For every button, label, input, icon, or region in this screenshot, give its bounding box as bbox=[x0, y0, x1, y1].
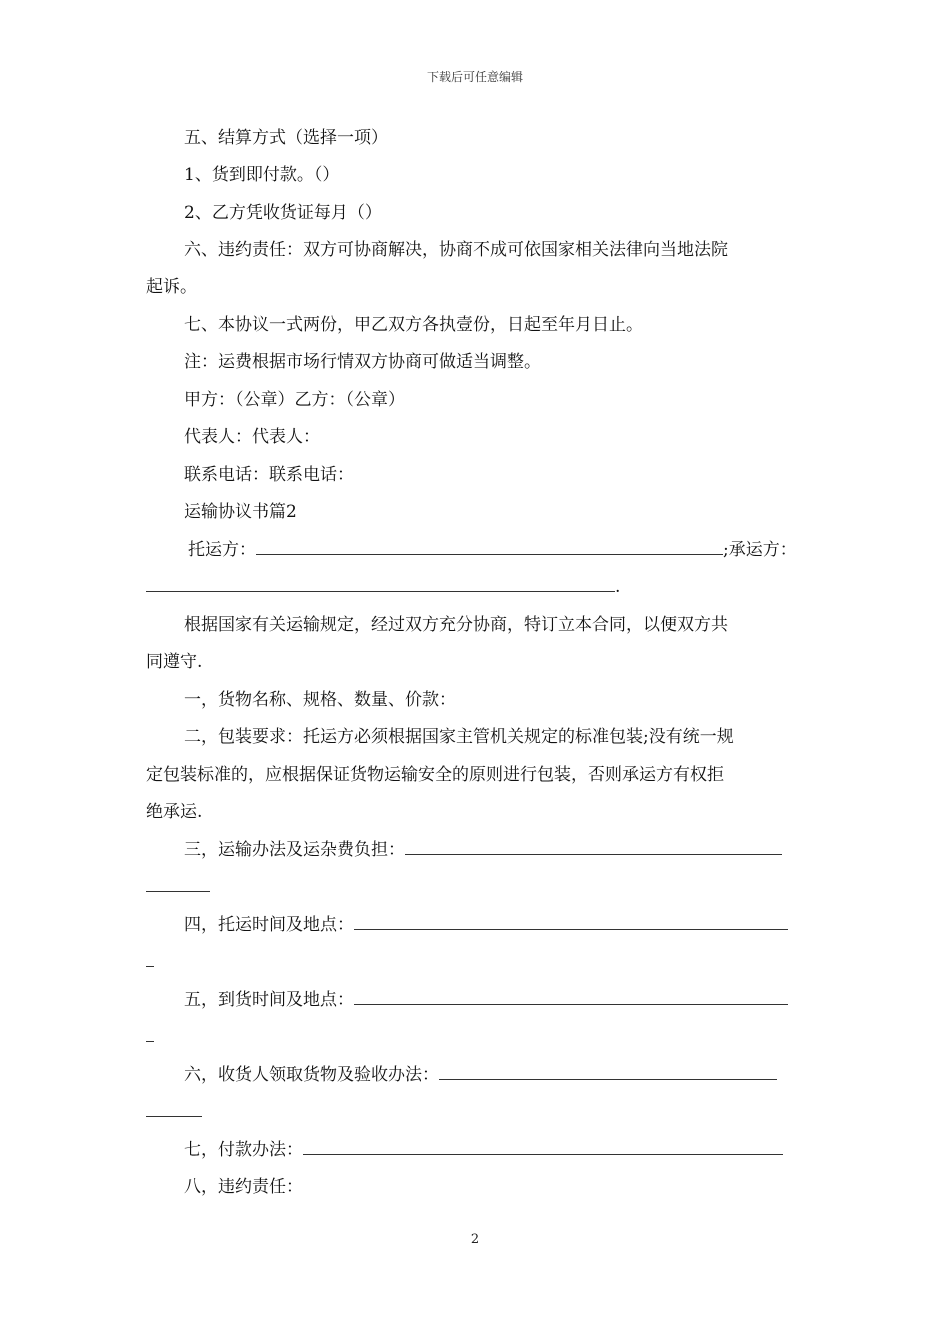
clause-3-blank-2[interactable] bbox=[146, 876, 210, 892]
clause-7-label: 七，付款办法： bbox=[184, 1140, 303, 1160]
page-header: 下载后可任意编辑 bbox=[426, 70, 523, 84]
clause-3-blank[interactable] bbox=[405, 839, 782, 855]
clause-1-goods: 一，货物名称、规格、数量、价款： bbox=[184, 690, 456, 710]
clause-4-shipping-time bbox=[184, 914, 788, 936]
clause-7-payment bbox=[184, 1139, 783, 1161]
clause-5-blank-2[interactable] bbox=[146, 1026, 154, 1042]
clause-8-liability: 八，违约责任： bbox=[184, 1177, 303, 1197]
clause-4-label: 四，托运时间及地点： bbox=[184, 915, 354, 935]
clause-5-arrival-time bbox=[184, 989, 788, 1011]
representatives-line: 代表人：代表人： bbox=[184, 427, 320, 447]
clause-3-blank-continuation bbox=[146, 876, 210, 898]
carrier-blank-line bbox=[146, 576, 620, 598]
section-settlement-heading: 五、结算方式（选择一项） bbox=[184, 128, 388, 148]
clause-4-blank-2[interactable] bbox=[146, 951, 154, 967]
shipper-carrier-line bbox=[188, 539, 797, 561]
liability-clause-line-2: 起诉。 bbox=[146, 277, 197, 297]
clause-6-receipt bbox=[184, 1064, 777, 1086]
clause-5-blank-continuation bbox=[146, 1026, 154, 1048]
carrier-period: . bbox=[615, 577, 621, 597]
phone-line: 联系电话：联系电话： bbox=[184, 465, 354, 485]
clause-7-blank[interactable] bbox=[303, 1139, 783, 1155]
clause-6-label: 六，收货人领取货物及验收办法： bbox=[184, 1065, 439, 1085]
note-line: 注：运费根据市场行情双方协商可做适当调整。 bbox=[184, 352, 541, 372]
clause-6-blank-continuation bbox=[146, 1101, 202, 1123]
clause-2-packaging-line-2: 定包装标准的，应根据保证货物运输安全的原则进行包装，否则承运方有权拒 bbox=[146, 765, 724, 785]
settlement-option-2: 2、乙方凭收货证每月（） bbox=[184, 203, 382, 223]
clause-6-blank[interactable] bbox=[439, 1064, 777, 1080]
page-number: 2 bbox=[470, 1232, 480, 1247]
liability-clause-line-1: 六、违约责任：双方可协商解决，协商不成可依国家相关法律向当地法院 bbox=[184, 240, 728, 260]
clause-5-label: 五，到货时间及地点： bbox=[184, 990, 354, 1010]
clause-2-packaging-line-3: 绝承运. bbox=[146, 802, 203, 822]
preamble-line-2: 同遵守. bbox=[146, 652, 203, 672]
preamble-line-1: 根据国家有关运输规定，经过双方充分协商，特订立本合同，以便双方共 bbox=[184, 615, 728, 635]
carrier-label: ;承运方： bbox=[723, 540, 797, 560]
clause-6-blank-2[interactable] bbox=[146, 1101, 202, 1117]
clause-4-blank-continuation bbox=[146, 951, 154, 973]
clause-4-blank[interactable] bbox=[354, 914, 788, 930]
clause-3-label: 三，运输办法及运杂费负担： bbox=[184, 840, 405, 860]
settlement-option-1: 1、货到即付款。（） bbox=[184, 165, 340, 185]
clause-2-packaging-line-1: 二，包装要求：托运方必须根据国家主管机关规定的标准包装;没有统一规 bbox=[184, 727, 734, 747]
carrier-blank[interactable] bbox=[146, 576, 615, 592]
party-seals-line: 甲方：（公章）乙方：（公章） bbox=[184, 390, 405, 410]
agreement-2-title: 运输协议书篇2 bbox=[184, 502, 297, 522]
clause-3-transport-method bbox=[184, 839, 782, 861]
shipper-label: 托运方： bbox=[188, 540, 256, 560]
clause-5-blank[interactable] bbox=[354, 989, 788, 1005]
shipper-blank[interactable] bbox=[256, 539, 723, 555]
copies-clause: 七、本协议一式两份，甲乙双方各执壹份，日起至年月日止。 bbox=[184, 315, 643, 335]
